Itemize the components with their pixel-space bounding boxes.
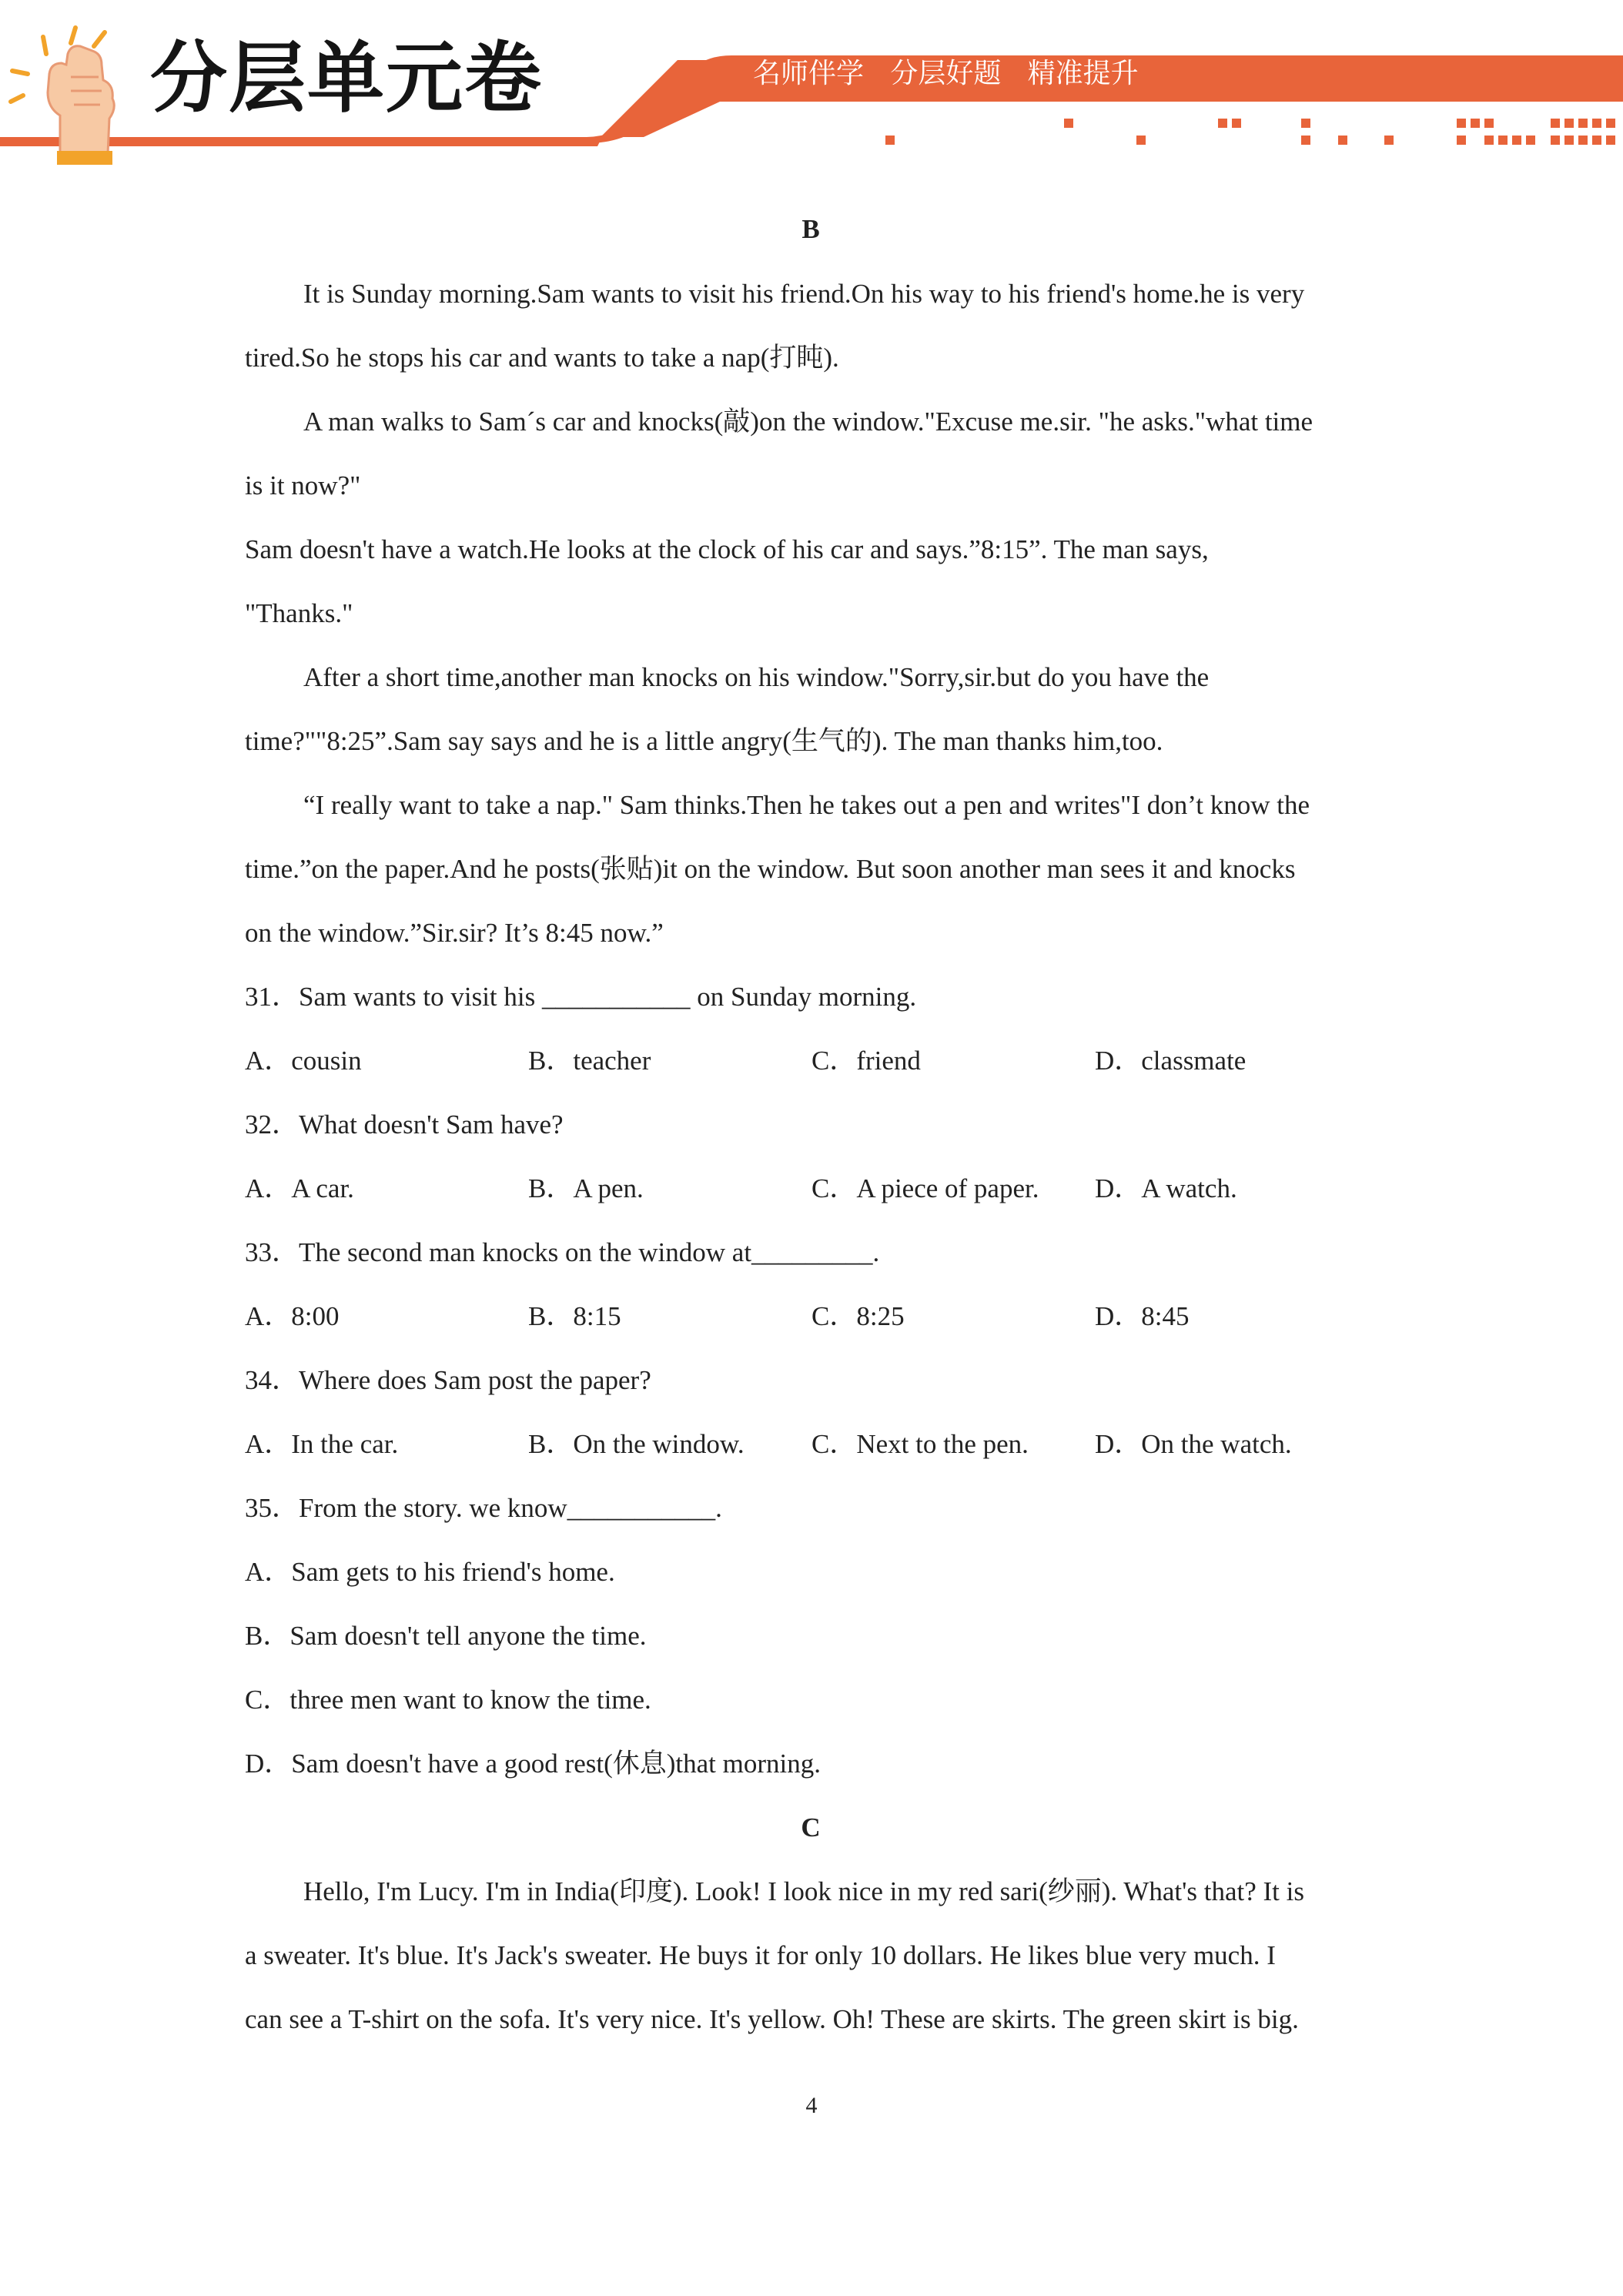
question-33-option-d: D．8:45 bbox=[1095, 1301, 1190, 1331]
question-31-option-c: C．friend bbox=[812, 1046, 921, 1076]
passage-b-line: “I really want to take a nap." Sam thinks.Then he takes out a pen and writes"I don’t know the bbox=[303, 790, 1310, 820]
question-34-stem: 34．Where does Sam post the paper? bbox=[245, 1365, 651, 1395]
header-banner bbox=[0, 0, 1623, 169]
question-31-stem: 31．Sam wants to visit his ___________ on Sunday morning. bbox=[245, 982, 917, 1012]
question-33-option-b: B．8:15 bbox=[528, 1301, 621, 1331]
question-34-option-a: A．In the car. bbox=[245, 1429, 399, 1459]
passage-b-line: A man walks to Sam´s car and knocks(敲)on the window."Excuse me.sir. "he asks."what time bbox=[303, 407, 1313, 437]
question-35-option-a: A．Sam gets to his friend's home. bbox=[245, 1557, 615, 1587]
passage-b-line: on the window.”Sir.sir? It’s 8:45 now.” bbox=[245, 918, 664, 948]
passage-c-line: can see a T-shirt on the sofa. It's very nice. It's yellow. Oh! These are skirts. The green skirt is big. bbox=[245, 2004, 1299, 2034]
question-33-option-c: C．8:25 bbox=[812, 1301, 905, 1331]
question-34-option-c: C．Next to the pen. bbox=[812, 1429, 1029, 1459]
question-34-option-b: B．On the window. bbox=[528, 1429, 745, 1459]
question-31-option-b: B．teacher bbox=[528, 1046, 651, 1076]
question-35-stem: 35．From the story. we know___________. bbox=[245, 1493, 722, 1523]
question-33-option-a: A．8:00 bbox=[245, 1301, 340, 1331]
passage-b-line: Sam doesn't have a watch.He looks at the clock of his car and says.”8:15”. The man says, bbox=[245, 534, 1209, 564]
passage-b-line: tired.So he stops his car and wants to take a nap(打盹). bbox=[245, 343, 839, 373]
question-35-option-c: C．three men want to know the time. bbox=[245, 1685, 651, 1715]
header-slogan: 名师伴学 分层好题 精准提升 bbox=[753, 58, 1139, 89]
section-heading-b: B bbox=[801, 214, 820, 244]
question-32-option-a: A．A car. bbox=[245, 1173, 354, 1203]
question-35-option-d: D．Sam doesn't have a good rest(休息)that morning. bbox=[245, 1749, 821, 1779]
question-34-option-d: D．On the watch. bbox=[1095, 1429, 1292, 1459]
question-32-option-b: B．A pen. bbox=[528, 1173, 644, 1203]
question-32-stem: 32．What doesn't Sam have? bbox=[245, 1110, 564, 1140]
passage-b-line: time.”on the paper.And he posts(张贴)it on the window. But soon another man sees it and knocks bbox=[245, 854, 1296, 884]
passage-b-line: time?""8:25”.Sam say says and he is a little angry(生气的). The man thanks him,too. bbox=[245, 726, 1163, 756]
question-31-option-d: D．classmate bbox=[1095, 1046, 1247, 1076]
section-heading-c: C bbox=[801, 1812, 821, 1842]
passage-b-line: After a short time,another man knocks on his window."Sorry,sir.but do you have the bbox=[303, 662, 1210, 692]
passage-c-line: Hello, I'm Lucy. I'm in India(印度). Look! I look nice in my red sari(纱丽). What's that? It is bbox=[303, 1876, 1304, 1906]
question-35-option-b: B．Sam doesn't tell anyone the time. bbox=[245, 1621, 647, 1651]
question-31-option-a: A．cousin bbox=[245, 1046, 362, 1076]
passage-b-line: "Thanks." bbox=[245, 598, 353, 628]
question-32-option-c: C．A piece of paper. bbox=[812, 1173, 1039, 1203]
question-33-stem: 33．The second man knocks on the window at_________. bbox=[245, 1237, 880, 1267]
passage-b-line: It is Sunday morning.Sam wants to visit his friend.On his way to his friend's home.he is very bbox=[303, 279, 1305, 309]
brand-title: 分层单元卷 bbox=[150, 33, 543, 123]
passage-c-line: a sweater. It's blue. It's Jack's sweater. He buys it for only 10 dollars. He likes blue very much. I bbox=[245, 1940, 1276, 1970]
question-32-option-d: D．A watch. bbox=[1095, 1173, 1237, 1203]
page-number: 4 bbox=[805, 2093, 818, 2118]
passage-b-line: is it now?" bbox=[245, 470, 361, 500]
